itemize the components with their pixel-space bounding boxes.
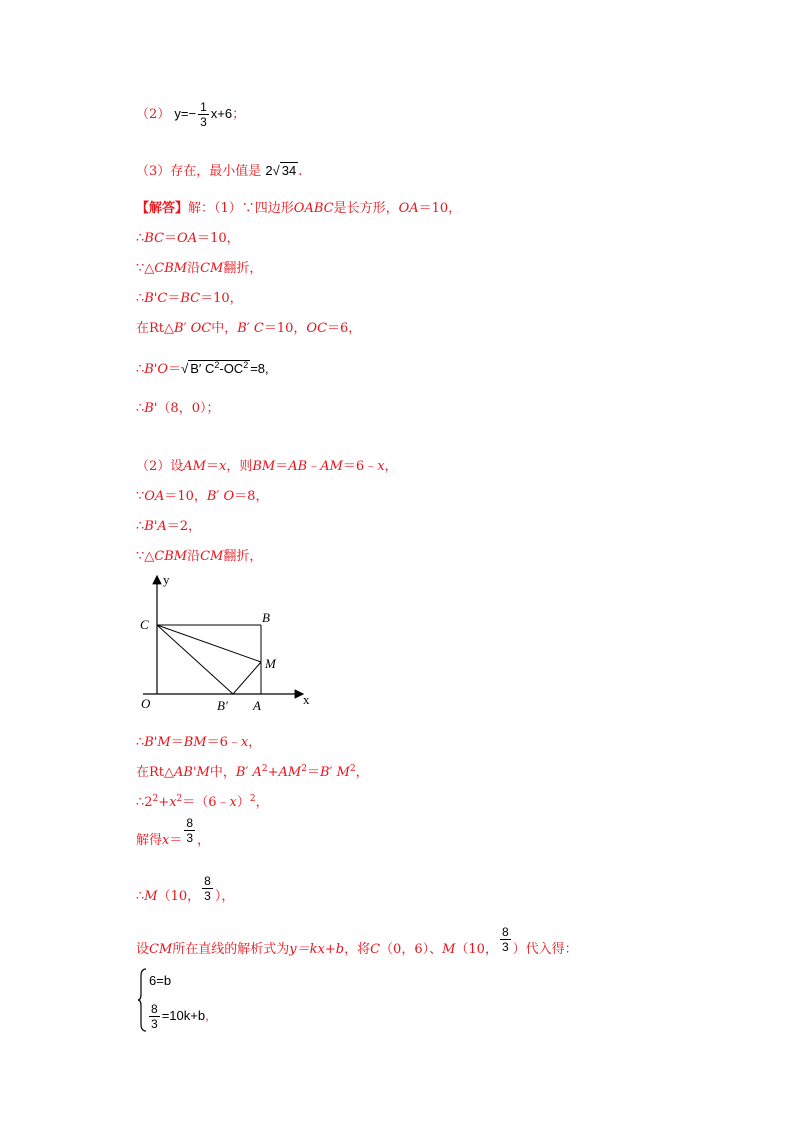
segment-bpm [233,662,261,694]
system-line-2: $\frac{8}{3}$ =10k+b, [151,1002,209,1031]
part2-line-5: ∴B'M＝BM＝6﹣x， [136,735,262,750]
solution-line-5: 在Rt△B′ OC中，B′ C＝10，OC＝6， [136,321,362,336]
part2-line-7: $\therefore 2^2+x^2=(6﹣x)^2$， [136,794,269,810]
label-o: O [141,696,151,711]
label-b-prime: B′ [217,698,228,713]
answer-2: （2） y=− $\frac{1}{3}$ x+6； [136,100,246,129]
solution-line-1: 【解答】解：（1）∵四边形OABC是长方形，OA＝10， [136,201,462,216]
system-line-1: 6=b [149,973,172,988]
solution-line-3: ∵△CBM沿CM翻折， [136,261,263,276]
fraction-eight-thirds: $\frac{8}{3}$ [186,816,194,845]
answer-3: （3）存在，最小值是 2√ 34 . [136,163,303,179]
segment-cm [157,625,261,662]
label-y: y [163,572,170,587]
fraction-system: $\frac{8}{3}$ [151,1002,158,1031]
geometry-figure [135,568,325,718]
part2-line-6: 在Rt△AB'M中，B′ $A^2+AM^2=B'$ $M^2$， [136,764,369,780]
part2-line-2: ∵OA＝10，B′ O＝8， [136,489,269,504]
sqrt-expression-bo: √ B′ $C^2-OC^2$ [181,360,249,376]
fraction-eight-thirds-m: $\frac{8}{3}$ [204,874,211,903]
part2-line-9: ∴M（10， $\frac{8}{3}$ ）， [136,874,235,904]
sqrt-expression: 2√ 34 [265,163,297,178]
label-c: C [140,617,149,632]
part2-line-10: 设CM所在直线的解析式为y＝kx+b，将C（0，6）、M（10， $\frac{8}{3}$ ）代入得： [136,925,578,957]
answer-2-label: （2） [136,107,171,122]
label-m: M [265,656,276,671]
solution-line-6: ∴B'O＝√ B′ $C^2-OC^2 =8$, [136,360,269,377]
solution-heading: 【解答】 [136,201,189,216]
system-brace [137,968,147,1032]
label-x: x [303,692,310,707]
part2-line-4: ∵△CBM沿CM翻折， [136,549,263,564]
part2-line-1: （2）设AM＝x，则BM＝AB﹣AM＝6﹣x， [136,459,398,474]
fraction-eight-thirds-sub: $\frac{8}{3}$ [501,925,509,954]
solution-line-7: ∴B'（8，0）； [136,401,220,416]
solution-line-4: ∴B'C＝BC＝10， [136,291,243,306]
fraction-one-third: $\frac{1}{3}$ [200,100,207,129]
solution-line-2: ∴BC＝OA＝10， [136,231,240,246]
label-a: A [253,698,261,713]
label-b: B [262,610,270,625]
segment-cbp [157,625,233,694]
part2-line-3: ∴B'A＝2， [136,519,202,534]
part2-line-8: 解得x＝ $\frac{8}{3}$ ， [136,816,211,848]
